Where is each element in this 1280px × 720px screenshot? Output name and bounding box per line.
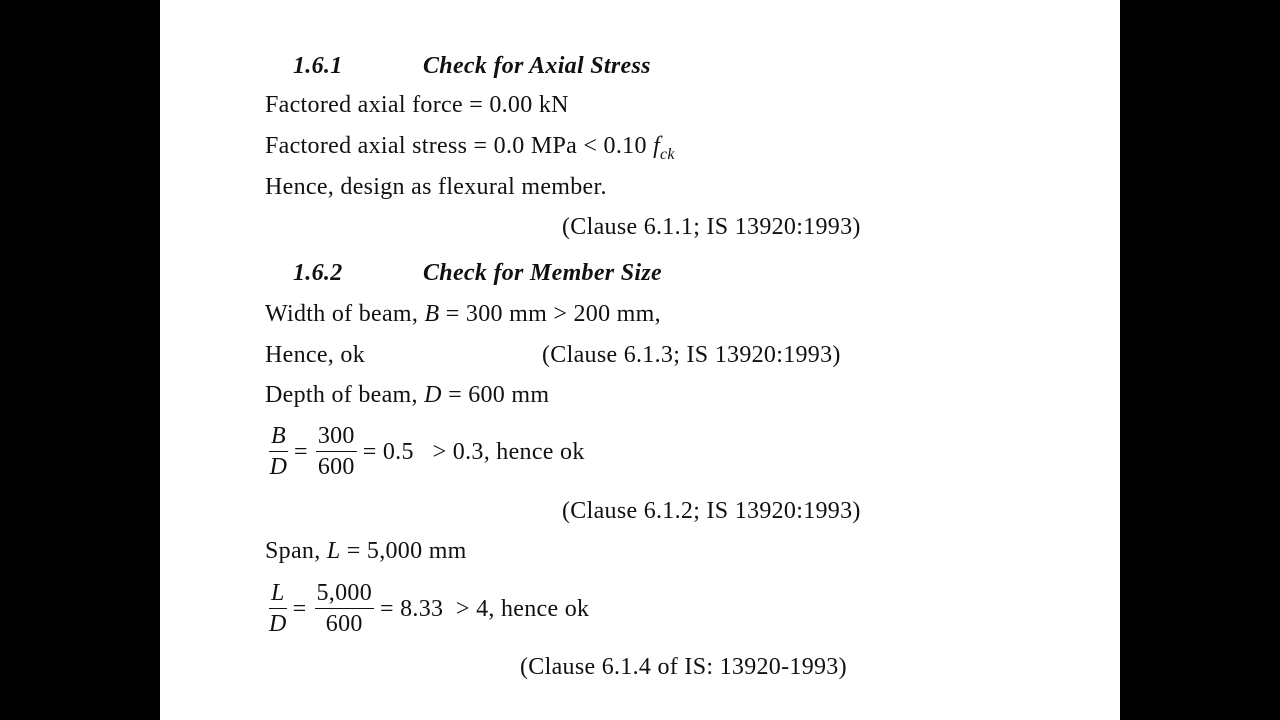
fck-subscript: ck [660, 145, 675, 163]
clause-reference-613: (Clause 6.1.3; IS 13920:1993) [542, 342, 841, 368]
fraction-denominator: 600 [325, 611, 363, 637]
beam-width-label: Width of beam, [265, 301, 425, 327]
fck-symbol: f [653, 133, 661, 159]
span-line [265, 537, 467, 565]
span-value: = 5,000 mm [340, 538, 467, 564]
fraction-numerator: L [269, 578, 287, 609]
ratio-value-fraction [315, 578, 375, 639]
equals-sign: = [293, 438, 308, 465]
span-label: Span, [265, 538, 327, 564]
design-conclusion-line: Hence, design as flexural member. [265, 174, 607, 200]
section-heading-member-size [293, 259, 662, 287]
section-number: 1.6.1 [293, 53, 343, 79]
clause-reference-612: (Clause 6.1.2; IS 13920:1993) [562, 498, 861, 524]
axial-force-line: Factored axial force = 0.00 kN [265, 92, 569, 118]
beam-depth-value: = 600 mm [441, 382, 550, 408]
span-symbol: L [326, 538, 341, 564]
ratio-symbol-fraction [269, 421, 288, 482]
axial-stress-line [265, 132, 675, 169]
width-depth-ratio-equation [267, 421, 585, 482]
fraction-numerator: 300 [316, 421, 357, 452]
document-page [160, 0, 1120, 720]
ratio-value-fraction [316, 421, 357, 482]
ratio-symbol-fraction [269, 578, 287, 639]
hence-ok-line [265, 341, 365, 369]
span-depth-ratio-equation [267, 578, 589, 639]
clause-reference-611: (Clause 6.1.1; IS 13920:1993) [562, 214, 861, 240]
fraction-numerator: 5,000 [315, 578, 375, 609]
ratio-result: = 8.33 > 4, hence ok [380, 595, 590, 622]
beam-width-line [265, 300, 661, 328]
beam-width-value: = 300 mm > 200 mm, [439, 301, 661, 327]
ratio-result: = 0.5 > 0.3, hence ok [362, 438, 585, 465]
fraction-denominator: 600 [317, 454, 355, 480]
fraction-numerator: B [269, 421, 288, 452]
beam-depth-label: Depth of beam, [265, 382, 425, 408]
section-title: Check for Member Size [423, 260, 662, 286]
section-title: Check for Axial Stress [423, 53, 651, 79]
fraction-denominator: D [269, 611, 287, 637]
clause-reference-614: (Clause 6.1.4 of IS: 13920-1993) [520, 654, 847, 680]
beam-depth-line [265, 381, 549, 409]
fraction-denominator: D [269, 454, 288, 480]
beam-depth-symbol: D [424, 382, 442, 408]
section-heading-axial-stress [293, 52, 651, 80]
hence-ok-text: Hence, ok [265, 342, 365, 368]
beam-width-symbol: B [424, 301, 440, 327]
section-number: 1.6.2 [293, 260, 343, 286]
axial-stress-text: Factored axial stress = 0.0 MPa < 0.10 [265, 133, 654, 159]
equals-sign: = [292, 595, 307, 622]
